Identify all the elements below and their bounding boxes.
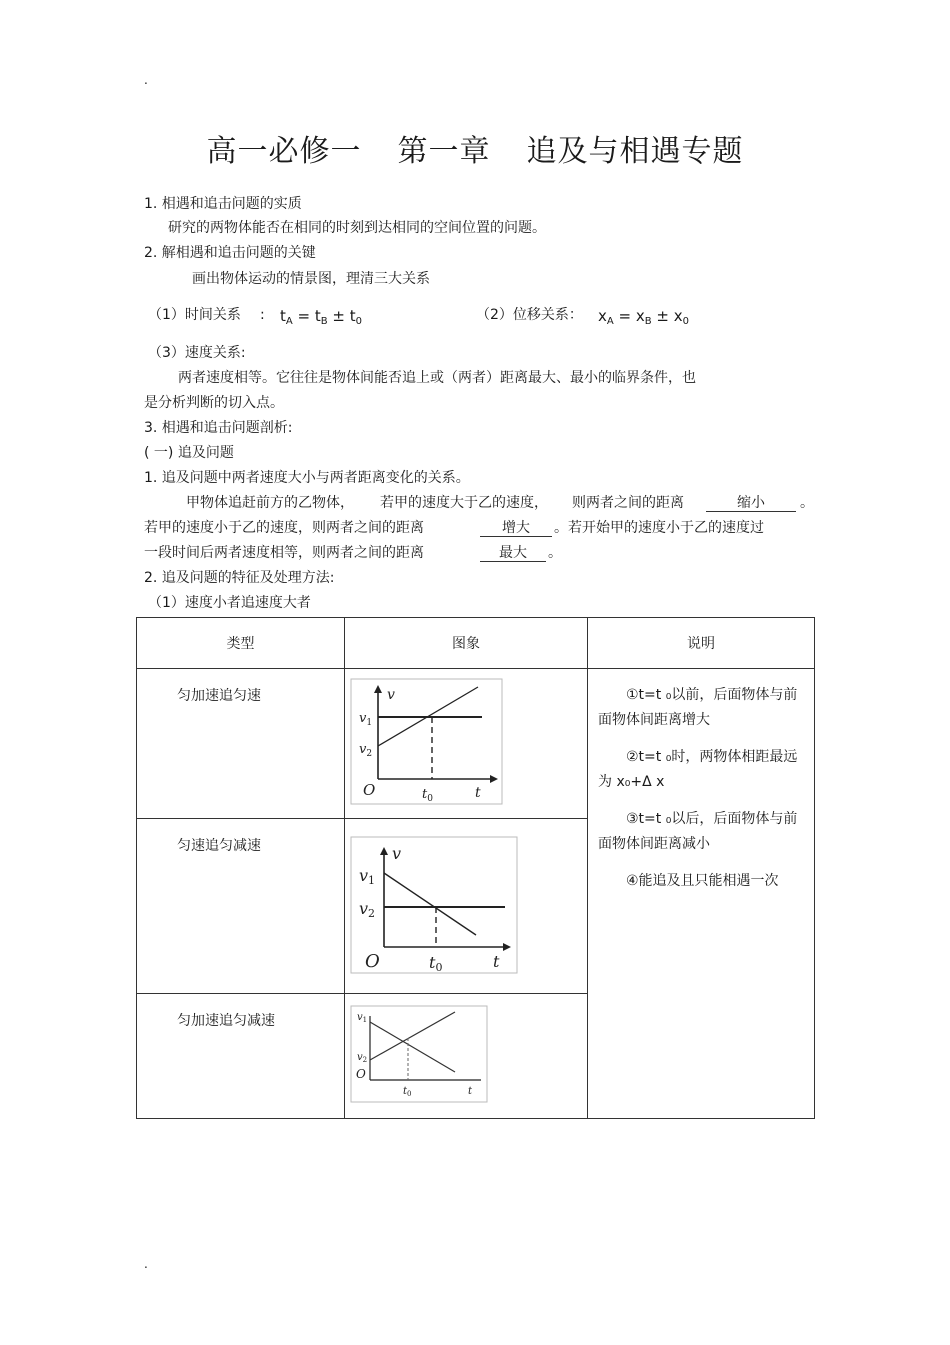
pursuit-line-1b: 若甲的速度大于乙的速度，	[380, 495, 548, 511]
velocity-relation-label: （3）速度关系:	[148, 345, 246, 361]
v-axis-arrow	[380, 847, 388, 855]
velocity-relation-text-2: 是分析判断的切入点。	[144, 395, 284, 411]
pursuit-item-2: 2. 追及问题的特征及处理方法:	[144, 570, 335, 586]
line-accelerating	[370, 1012, 455, 1060]
page-title	[0, 126, 950, 170]
row-1-graph-cell	[345, 669, 588, 819]
row-2-type: 匀速追匀减速	[137, 819, 345, 994]
title-part-3: 追及与相遇专题	[526, 134, 744, 169]
section-2-heading: 2. 解相遇和追击问题的关键	[144, 245, 316, 261]
time-relation-colon: :	[260, 307, 265, 323]
note-1: ①t=t ₀以前，后面物体与前面物体间距离增大	[598, 687, 798, 728]
note-2: ②t=t ₀时，两物体相距最远为 x₀+Δ x	[598, 749, 798, 790]
label-v1: v1	[359, 866, 376, 887]
pursuit-line-3-period: 。	[548, 545, 562, 561]
pursuit-line-2a: 若甲的速度小于乙的速度，则两者之间的距离	[144, 520, 424, 536]
section-1-text: 研究的两物体能否在相同的时刻到达相同的空间位置的问题。	[168, 220, 546, 236]
pursuit-sub-item-1: （1）速度小者追速度大者	[148, 595, 311, 611]
graph-accel-vs-decel	[345, 994, 588, 1116]
label-v: v	[387, 687, 395, 703]
description-cell	[588, 669, 815, 1119]
note-4: ④能追及且只能相遇一次	[626, 873, 779, 889]
page-dot-bottom: .	[144, 1257, 148, 1271]
pursuit-line-1-period: 。	[800, 495, 814, 511]
displacement-relation-label: （2）位移关系：	[476, 307, 583, 323]
label-v1: $v_1$	[359, 711, 373, 728]
t-axis-arrow	[503, 943, 511, 951]
pursuit-line-1a: 甲物体追赶前方的乙物体，	[186, 495, 354, 511]
pursuit-line-1c: 则两者之间的距离	[572, 495, 684, 511]
row-1-type: 匀加速追匀速	[137, 669, 345, 819]
v-axis-arrow	[374, 685, 382, 693]
label-v2: $v_2$	[357, 1052, 368, 1064]
pursuit-subheading: ( 一) 追及问题	[144, 445, 234, 461]
graph-uniform-vs-decel	[345, 819, 588, 991]
label-t0: $t_0$	[422, 787, 433, 804]
header-graph: 图象	[345, 618, 588, 669]
label-origin: O	[365, 951, 380, 972]
graph-accel-vs-uniform	[345, 669, 588, 817]
label-v2: $v_2$	[359, 742, 373, 759]
pursuit-types-table	[136, 617, 815, 1119]
blank-answer-2: 增大	[480, 520, 552, 537]
page-dot-top: .	[144, 73, 148, 87]
table-row	[137, 669, 815, 819]
title-part-1: 高一必修一	[206, 134, 362, 169]
title-part-2: 第一章	[397, 134, 491, 169]
label-origin: O	[363, 781, 376, 799]
pursuit-line-3a: 一段时间后两者速度相等，则两者之间的距离	[144, 545, 424, 561]
section-2-text: 画出物体运动的情景图，理清三大关系	[192, 271, 430, 287]
displacement-relation-formula: $x_A = x_B \pm x_0$	[598, 307, 690, 327]
label-t: t	[475, 785, 481, 801]
line-decelerating	[384, 873, 476, 935]
line-decelerating	[370, 1022, 455, 1072]
row-3-graph-cell	[345, 994, 588, 1119]
row-2-graph-cell	[345, 819, 588, 994]
section-3-heading: 3. 相遇和追击问题剖析:	[144, 420, 293, 436]
row-3-type: 匀加速追匀减速	[137, 994, 345, 1119]
velocity-relation-text-1: 两者速度相等。它往往是物体间能否追上或（两者）距离最大、最小的临界条件，也	[178, 370, 696, 386]
label-t: t	[468, 1086, 473, 1097]
label-v1: $v_1$	[357, 1012, 368, 1024]
label-t: t	[493, 952, 500, 971]
time-relation-label: （1）时间关系	[148, 307, 241, 323]
section-1-heading: 1. 相遇和追击问题的实质	[144, 196, 302, 212]
header-type: 类型	[137, 618, 345, 669]
label-t0: t0	[429, 953, 443, 974]
label-origin: O	[356, 1067, 366, 1081]
label-t0: $t_0$	[403, 1086, 412, 1098]
time-relation-formula: $t_A = t_B \pm t_0$	[280, 307, 363, 327]
blank-answer-1: 缩小	[706, 495, 796, 512]
pursuit-item-1: 1. 追及问题中两者速度大小与两者距离变化的关系。	[144, 470, 470, 486]
t-axis-arrow	[490, 775, 498, 783]
pursuit-line-2b: 。若开始甲的速度小于乙的速度过	[554, 520, 764, 536]
label-v2: v2	[359, 899, 376, 920]
note-3: ③t=t ₀以后，后面物体与前面物体间距离减小	[598, 811, 798, 852]
label-v: v	[392, 844, 402, 863]
table-header-row	[137, 618, 815, 669]
header-description: 说明	[588, 618, 815, 669]
blank-answer-3: 最大	[480, 545, 546, 562]
